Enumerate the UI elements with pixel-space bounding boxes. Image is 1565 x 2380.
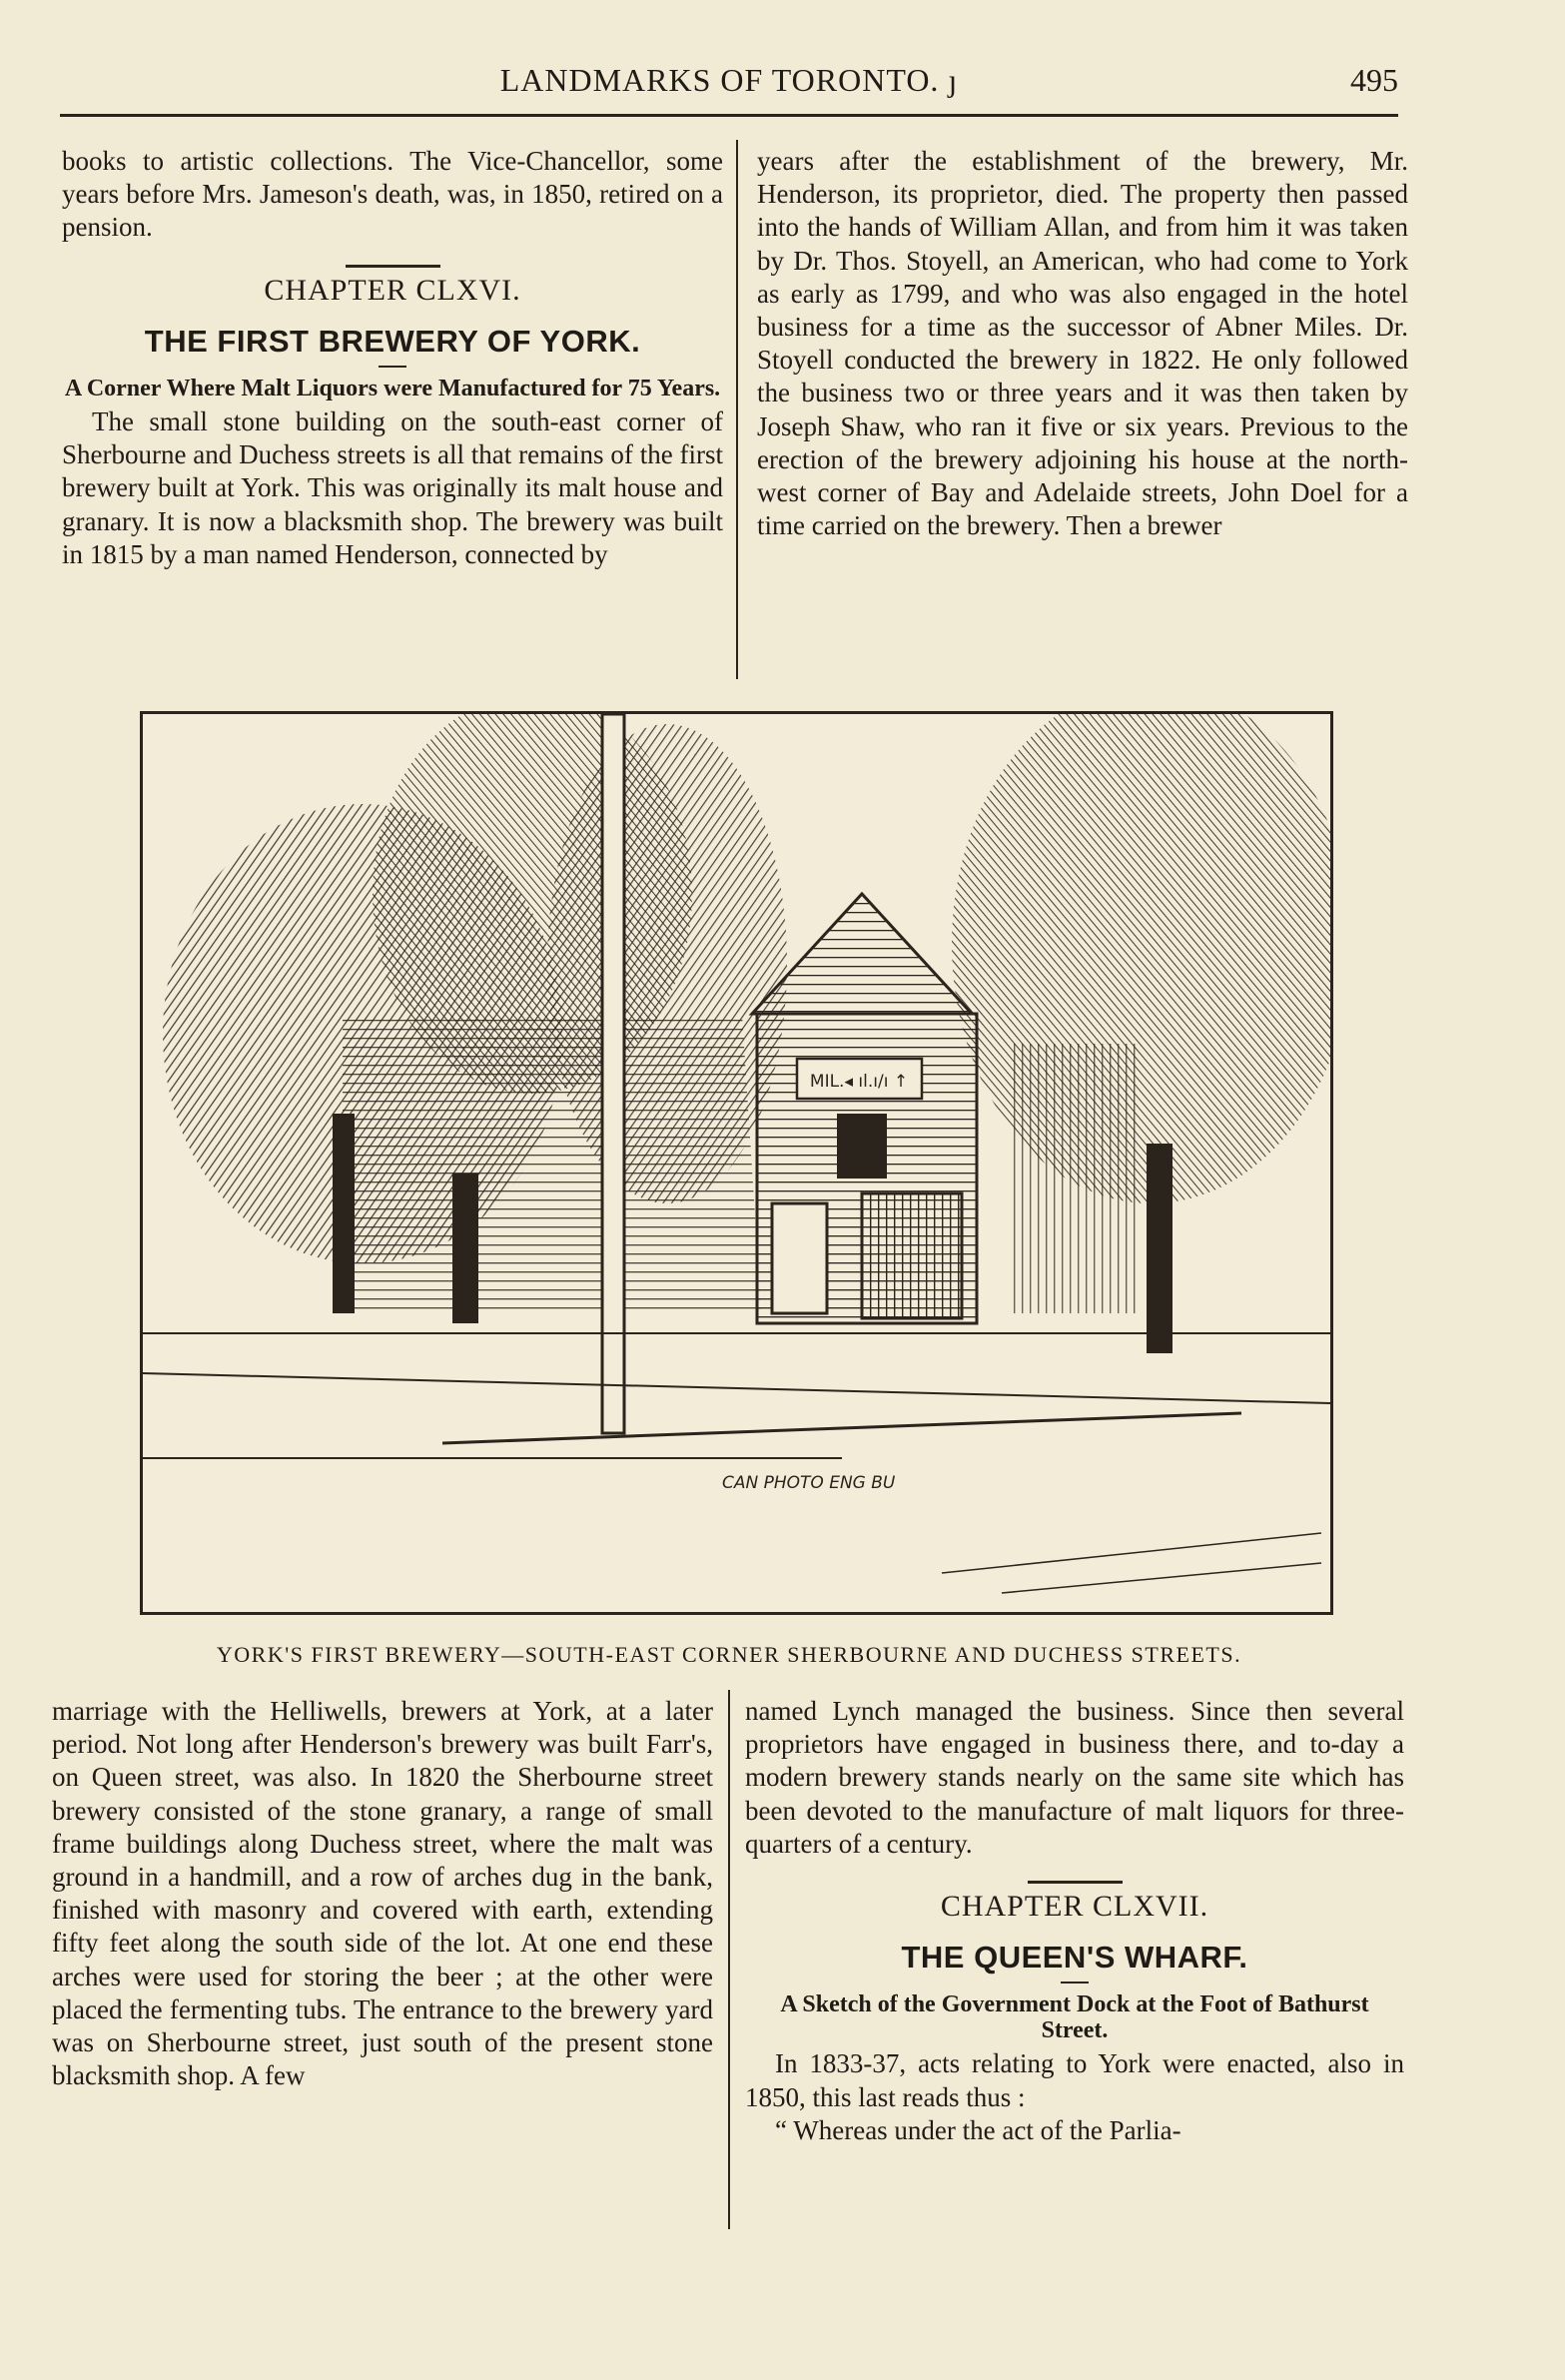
chapter-label: CHAPTER CLXVI.	[264, 273, 521, 307]
brewery-illustration	[140, 711, 1333, 1615]
subheading: A Sketch of the Government Dock at the Foot of Bathurst Street.	[780, 1991, 1369, 2044]
small-rule	[1061, 1982, 1089, 1983]
small-rule	[379, 366, 406, 368]
column-divider	[736, 140, 738, 679]
section-title: THE FIRST BREWERY OF YORK.	[144, 323, 641, 359]
engraving-drawing	[143, 714, 1330, 1612]
paragraph: In 1833-37, acts relating to York were enacted, also in 1850, this last reads thus :	[745, 2048, 1404, 2112]
top-right-column	[757, 145, 1408, 542]
engraver-credit: CAN PHOTO ENG BU	[722, 1473, 896, 1493]
paragraph: marriage with the Helliwells, brewers at York, at a later period. Not long after Henderson's brewery was built Farr's, on Queen street, was also. In 1820 the Sherbourne street brewery consisted of the stone granary, a range of small frame buildings along Duchess street, where the malt was ground in a handmill, and a row of arches dug in the bank, finished with masonry and covered with earth, extending fifty feet along the south side of the lot. At one end these arches were used for storing the beer ; at the other were placed the fermenting tubs. The entrance to the brewery yard was on Sherbourne street, just south of the present stone blacksmith shop. A few	[52, 1696, 713, 2091]
column-divider	[728, 1690, 730, 2229]
section-title: THE QUEEN'S WHARF.	[901, 1940, 1248, 1976]
paragraph: named Lynch managed the business. Since then several proprietors have engaged in business there, and to-day a modern brewery stands nearly on the same site which has been devoted to the manufacture of malt liquors for three-quarters of a century.	[745, 1696, 1404, 1859]
running-title: LANDMARKS OF TORONTO. ȷ	[499, 62, 959, 98]
paragraph: The small stone building on the south-east corner of Sherbourne and Duchess streets is all that remains of the first brewery built at York. This was originally its malt house and granary. It is now a blacksmith shop. The brewery was built in 1815 by a man named Henderson, connected by	[62, 406, 723, 569]
bottom-left-column	[52, 1695, 713, 2092]
chapter-label: CHAPTER CLXVII.	[940, 1890, 1209, 1924]
top-left-column	[62, 145, 723, 571]
paragraph: years after the establishment of the brewery, Mr. Henderson, its proprietor, died. The property then passed into the hands of William Allan, and from him it was taken by Dr. Thos. Stoyell, an American, who had come to York as early as 1799, and who was also engaged in the hotel business for a time as the successor of Abner Miles. Dr. Stoyell conducted the brewery in 1822. He only followed the business two or three years and it was then taken by Joseph Shaw, who ran it five or six years. Previous to the erection of the brewery adjoining his house at the north-west corner of Bay and Adelaide streets, John Doel for a time carried on the brewery. Then a brewer	[757, 146, 1408, 541]
illustration-caption: YORK'S FIRST BREWERY—SOUTH-EAST CORNER SHERBOURNE AND DUCHESS STREETS.	[216, 1642, 1242, 1667]
subheading: A Corner Where Malt Liquors were Manufactured for 75 Years.	[64, 376, 721, 402]
paragraph: books to artistic collections. The Vice-Chancellor, some years before Mrs. Jameson's death, was, in 1850, retired on a pension.	[62, 146, 723, 243]
chapter-rule	[1028, 1881, 1123, 1884]
chapter-rule	[346, 265, 440, 268]
paragraph: “ Whereas under the act of the Parlia-	[775, 2114, 1181, 2145]
page-header	[60, 62, 1398, 112]
bottom-right-column	[745, 1695, 1404, 2147]
page-number: 495	[1350, 62, 1398, 98]
header-rule	[60, 114, 1398, 117]
building-sign: MIL.◂ ıl.ı/ı ↑	[809, 1072, 909, 1092]
